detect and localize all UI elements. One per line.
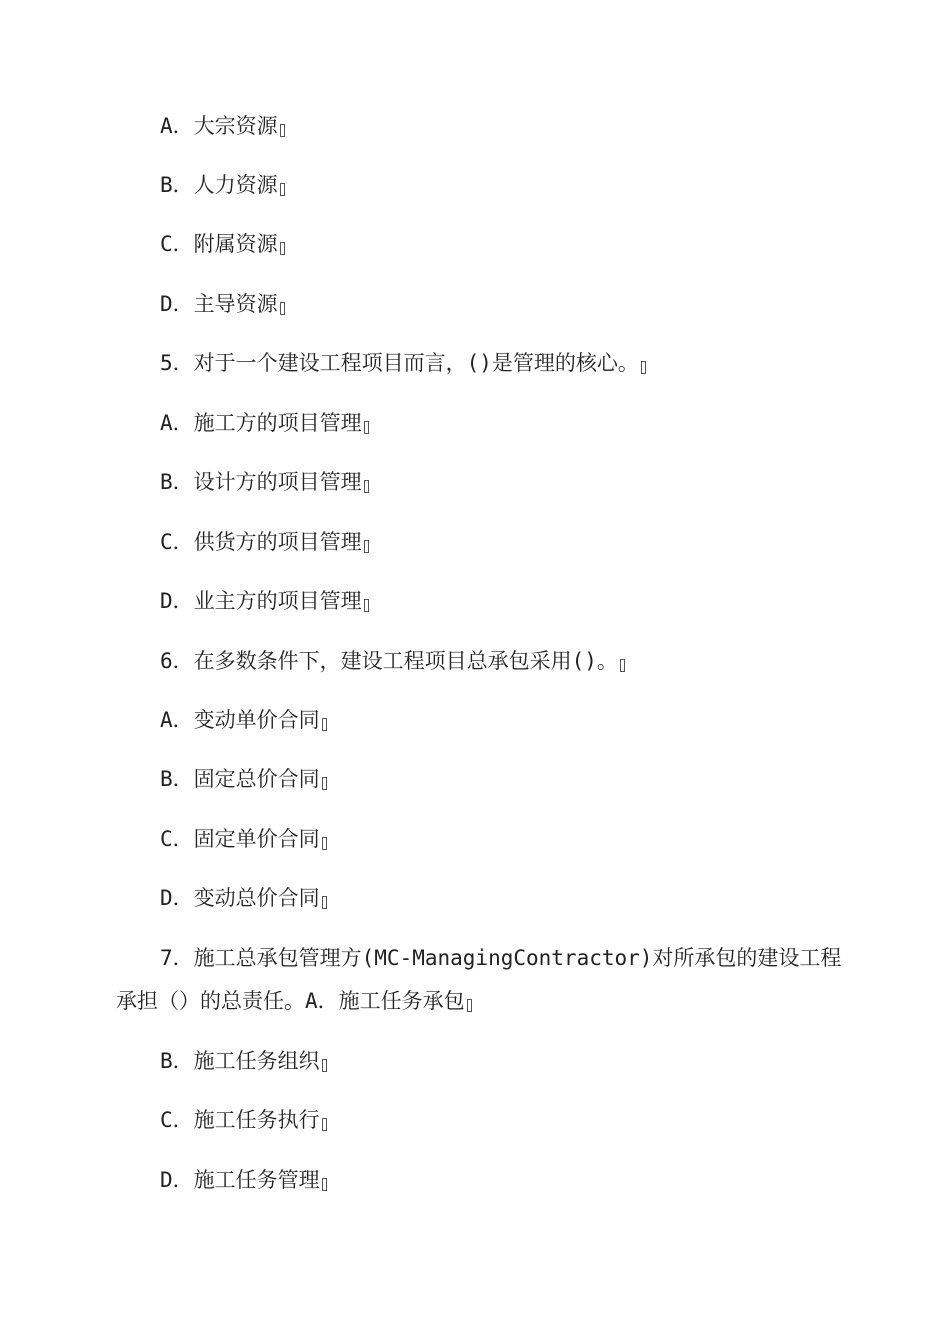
q6-option-a: [0, 705, 950, 735]
paragraph-mark-icon: [280, 124, 285, 137]
q4-option-b: [0, 170, 950, 200]
q4-option-d: [0, 289, 950, 319]
q7-option-b: [0, 1046, 950, 1076]
q5-option-a: [0, 408, 950, 438]
paragraph-mark-icon: [280, 302, 285, 315]
option-text: C．固定单价合同: [160, 827, 320, 851]
q7-option-c: [0, 1105, 950, 1135]
paragraph-mark-icon: [322, 777, 327, 790]
option-text: B．施工任务组织: [160, 1049, 320, 1073]
option-text: D．变动总价合同: [160, 886, 320, 910]
option-text: A．变动单价合同: [160, 708, 320, 732]
paragraph-mark-icon: [280, 183, 285, 196]
q5-stem: [0, 348, 950, 378]
q6-stem: [0, 646, 950, 676]
paragraph-mark-icon: [322, 896, 327, 909]
paragraph-mark-icon: [620, 659, 625, 672]
question-text: 5．对于一个建设工程项目而言，()是管理的核心。: [160, 351, 639, 375]
option-text: C．供货方的项目管理: [160, 530, 362, 554]
q7-option-d: [0, 1165, 950, 1195]
question-text: 承担（）的总责任。A．施工任务承包: [116, 989, 465, 1013]
paragraph-mark-icon: [322, 837, 327, 850]
option-text: B．人力资源: [160, 173, 278, 197]
paragraph-mark-icon: [322, 1178, 327, 1191]
option-text: D．主导资源: [160, 292, 278, 316]
paragraph-mark-icon: [364, 480, 369, 493]
option-text: C．附属资源: [160, 232, 278, 256]
q7-stem-line2: [0, 986, 950, 1016]
q6-option-b: [0, 764, 950, 794]
option-text: A．施工方的项目管理: [160, 411, 362, 435]
paragraph-mark-icon: [364, 599, 369, 612]
option-text: C．施工任务执行: [160, 1108, 320, 1132]
q5-option-d: [0, 586, 950, 616]
q4-option-c: [0, 229, 950, 259]
q7-stem-line1: [0, 943, 950, 973]
paragraph-mark-icon: [280, 242, 285, 255]
paragraph-mark-icon: [364, 540, 369, 553]
q5-option-b: [0, 467, 950, 497]
question-text: 7．施工总承包管理方(MC-ManagingContractor)对所承包的建设工程: [160, 946, 842, 970]
paragraph-mark-icon: [322, 1059, 327, 1072]
option-text: B．固定总价合同: [160, 767, 320, 791]
question-text: 6．在多数条件下，建设工程项目总承包采用()。: [160, 649, 618, 673]
option-text: D．施工任务管理: [160, 1168, 320, 1192]
paragraph-mark-icon: [364, 421, 369, 434]
paragraph-mark-icon: [467, 999, 472, 1012]
option-text: A．大宗资源: [160, 114, 278, 138]
option-text: D．业主方的项目管理: [160, 589, 362, 613]
q6-option-c: [0, 824, 950, 854]
option-text: B．设计方的项目管理: [160, 470, 362, 494]
q6-option-d: [0, 883, 950, 913]
q4-option-a: [0, 111, 950, 141]
paragraph-mark-icon: [322, 718, 327, 731]
paragraph-mark-icon: [641, 361, 646, 374]
paragraph-mark-icon: [322, 1118, 327, 1131]
q5-option-c: [0, 527, 950, 557]
